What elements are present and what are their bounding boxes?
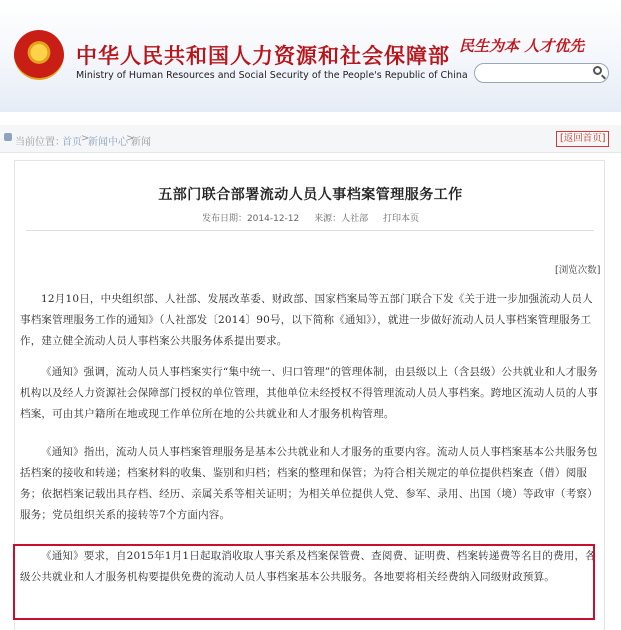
search-input[interactable]: [474, 63, 609, 83]
title-divider: [26, 230, 594, 231]
highlight-box: [13, 544, 595, 620]
breadcrumb-news-link[interactable]: 新闻中心: [88, 137, 128, 148]
ministry-name-en: Ministry of Human Resources and Social Security of the People's Republic of China: [76, 70, 468, 81]
slogan: 民生为本 人才优先: [459, 37, 585, 55]
ministry-name-cn: 中华人民共和国人力资源和社会保障部: [76, 44, 450, 68]
article-paragraph: 《通知》强调，流动人员人事档案实行“集中统一、归口管理”的管理体制，由县级以上（含县级）公共就业和人才服务机构以及经人力资源社会保障部门授权的单位管理，其他单位未经授权不得管理流动人员人事档案。跨地区流动人员的人事档案，可由其户籍所在地或现工作单位所在地的公共就业和人才服务机构管理。: [20, 366, 598, 420]
view-count-label: [浏览次数]: [555, 265, 601, 276]
breadcrumb-label: 当前位置：: [15, 137, 65, 148]
breadcrumb: [0, 125, 621, 153]
site-header: [0, 0, 621, 112]
breadcrumb-separator: >: [81, 133, 90, 144]
breadcrumb-home-link[interactable]: 首页: [62, 137, 82, 148]
article-paragraph: 《通知》指出，流动人员人事档案管理服务是基本公共就业和人才服务的重要内容。流动人员人事档案基本公共服务包括档案的接收和转递；档案材料的收集、鉴别和归档；档案的整理和保管；为符合相关规定的单位提供档案查（借）阅服务；依据档案记载出具存档、经历、亲属关系等相关证明；为相关单位提供人党、参军、录用、出国（境）等政审（考察）服务；党员组织关系的接转等7个方面内容。: [20, 446, 598, 521]
article-meta: [0, 211, 621, 224]
return-home-button[interactable]: [返回首页]: [556, 131, 609, 147]
article-source: 来源：人社部: [314, 214, 369, 224]
publish-date: 发布日期：2014-12-12: [201, 214, 300, 224]
article-paragraph: 《通知》要求，自2015年1月1日起取消收取人事关系及档案保管费、查阅费、证明费、档案转递费等名目的费用，各级公共就业和人才服务机构要提供免费的流动人员人事档案基本公共服务。各地要将相关经费纳入同级财政预算。: [20, 550, 596, 583]
breadcrumb-separator: >: [126, 133, 135, 144]
breadcrumb-current: 新闻: [131, 137, 151, 148]
article-paragraph: 12月10日，中央组织部、人社部、发展改革委、财政部、国家档案局等五部门联合下发《关于进一步加强流动人员人事档案管理服务工作的通知》（人社部发〔2014〕90号，以下简称《通知》），就进一步做好流动人员人事档案管理服务工作，建立健全流动人员人事档案公共服务体系提出要求。: [20, 293, 593, 347]
search-icon[interactable]: [593, 66, 602, 75]
article-title: 五部门联合部署流动人员人事档案管理服务工作: [158, 187, 463, 203]
national-emblem-icon: [14, 30, 64, 80]
location-icon: [4, 133, 12, 141]
print-page-link[interactable]: 打印本页: [383, 214, 420, 224]
